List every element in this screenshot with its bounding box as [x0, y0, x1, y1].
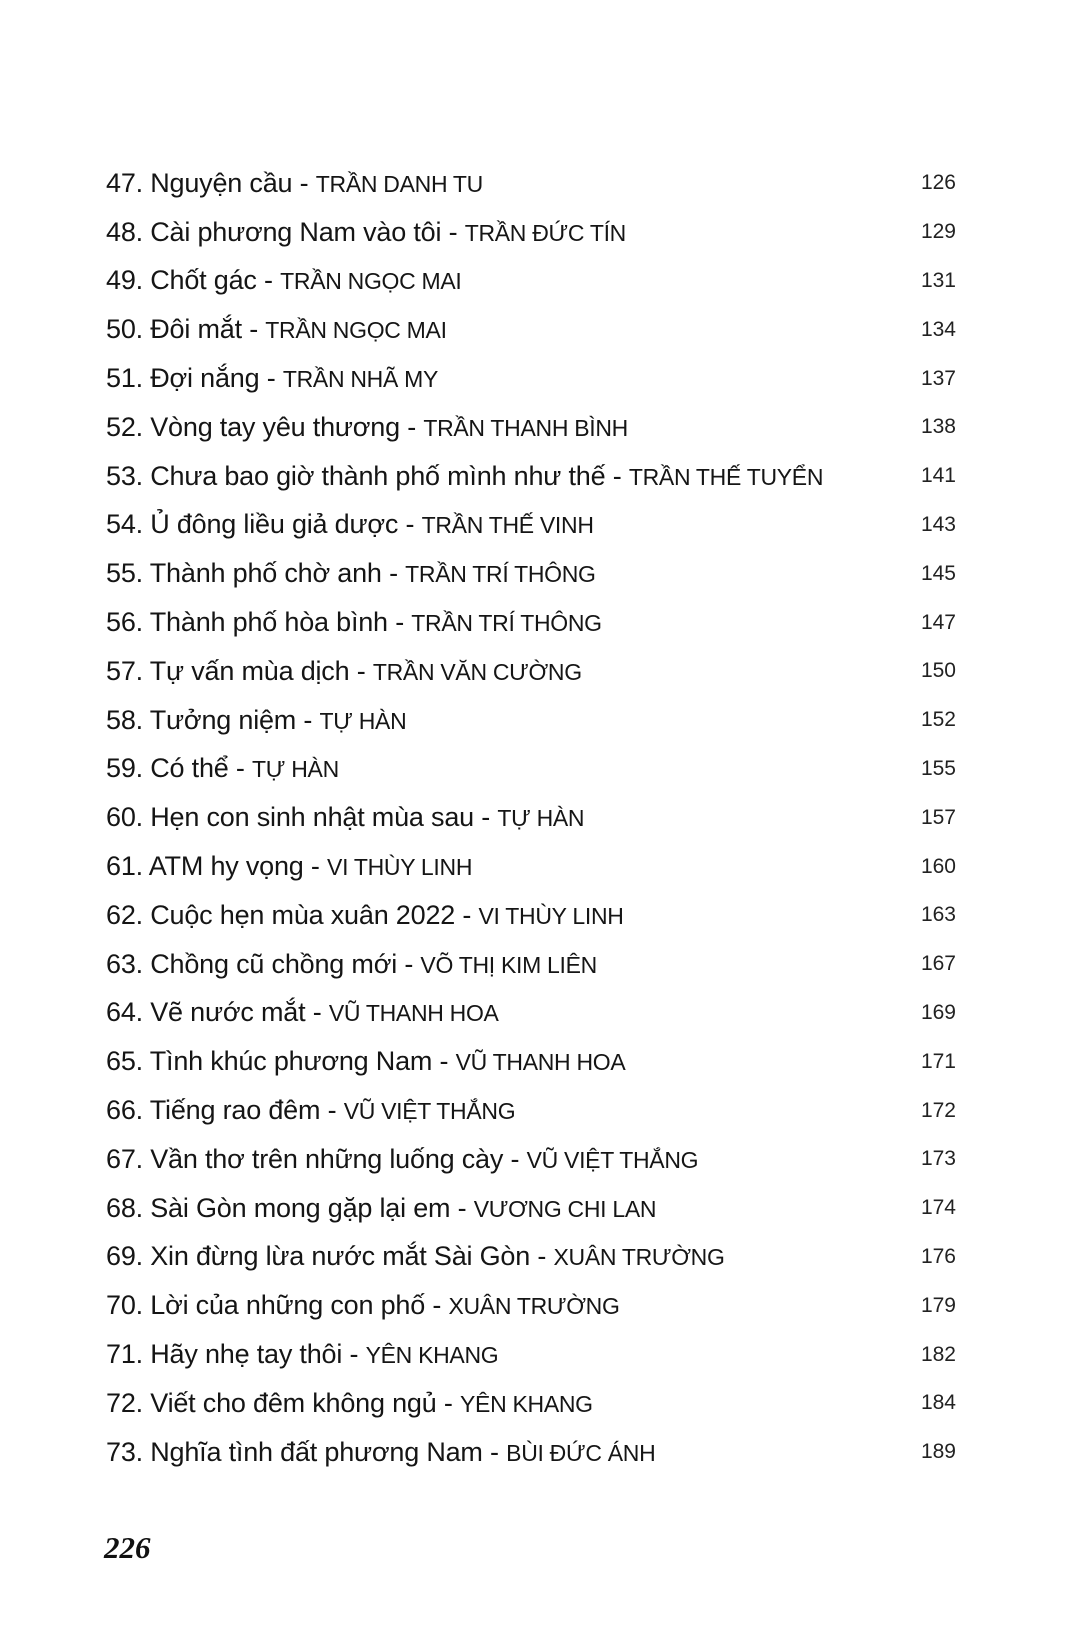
- toc-entry: [106, 891, 956, 940]
- toc-entry-title: Chồng cũ chồng mới: [150, 948, 397, 979]
- toc-entry-text: [106, 316, 447, 343]
- toc-entry-text: [106, 853, 472, 880]
- toc-entry-author: TRẦN DANH TU: [315, 170, 483, 197]
- toc-entry: [106, 1330, 956, 1379]
- toc-entry-author: BÙI ĐỨC ÁNH: [506, 1439, 656, 1466]
- toc-entry-author: TRẦN THANH BÌNH: [423, 414, 628, 441]
- toc-entry-text: [106, 1143, 699, 1174]
- toc-entry-author: VI THÙY LINH: [478, 902, 624, 929]
- toc-entry-author: XUÂN TRƯỜNG: [448, 1293, 620, 1320]
- toc-entry-text: [106, 460, 824, 491]
- toc-entry-text: [106, 899, 624, 930]
- toc-entry-page: 171: [920, 1049, 956, 1073]
- toc-entry-title: Cài phương Nam vào tôi: [150, 216, 442, 247]
- toc-entry-number: 73.: [106, 1436, 143, 1467]
- toc-entry-number: 52.: [106, 411, 143, 442]
- toc-entry-number: 55.: [106, 558, 143, 589]
- toc-entry-author: VƯƠNG CHI LAN: [473, 1195, 657, 1222]
- toc-entry-number: 56.: [106, 607, 143, 638]
- toc-entry: [106, 1037, 956, 1086]
- toc-entry-page: 179: [920, 1293, 956, 1317]
- toc-entry: [106, 549, 956, 598]
- toc-entry-separator: -: [462, 899, 472, 930]
- toc-entry-page: 129: [920, 220, 956, 244]
- toc-entry-text: [106, 411, 628, 442]
- toc-entry-text: [106, 511, 594, 538]
- toc-entry-title: Lời của những con phố: [150, 1290, 426, 1321]
- toc-entry-separator: -: [448, 216, 458, 247]
- toc-entry-text: [106, 948, 597, 979]
- toc-entry-text: [106, 216, 626, 247]
- toc-entry-page: 189: [920, 1440, 956, 1464]
- toc-entry-text: [106, 1048, 625, 1075]
- toc-entry-page: 174: [920, 1196, 956, 1220]
- toc-entry-separator: -: [537, 1241, 547, 1272]
- toc-entry-title: Tự vấn mùa dịch: [149, 655, 350, 686]
- toc-entry-number: 62.: [106, 899, 143, 930]
- toc-entry: [106, 647, 956, 696]
- toc-entry-separator: -: [432, 1290, 442, 1321]
- toc-entry-author: TỰ HÀN: [319, 707, 407, 734]
- toc-entry-text: [106, 609, 602, 636]
- toc-entry-number: 47.: [106, 167, 143, 198]
- toc-entry-author: TRẦN NGỌC MAI: [265, 317, 447, 344]
- toc-entry: [106, 1135, 956, 1184]
- toc-entry-author: VŨ VIỆT THẮNG: [343, 1098, 516, 1125]
- toc-entry-page: 147: [920, 610, 956, 634]
- toc-entry-text: [106, 1387, 593, 1418]
- toc-entry: [106, 501, 956, 550]
- toc-entry-title: Đợi nắng: [150, 363, 260, 394]
- toc-entry-page: 138: [920, 415, 956, 439]
- toc-entry-page: 163: [920, 903, 956, 927]
- toc-entry-number: 59.: [106, 753, 143, 784]
- toc-entry-title: Xin đừng lừa nước mắt Sài Gòn: [150, 1241, 531, 1272]
- toc-entry-author: TRẦN NGỌC MAI: [280, 268, 462, 295]
- toc-entry-page: 137: [920, 366, 956, 390]
- toc-entry-separator: -: [404, 948, 414, 979]
- toc-entry-title: Thành phố hòa bình: [149, 607, 388, 638]
- toc-entry-title: Vòng tay yêu thương: [150, 411, 400, 442]
- toc-entry-text: [106, 267, 462, 294]
- toc-entry-page: 141: [920, 464, 956, 488]
- toc-entry-author: TRẦN TRÍ THÔNG: [405, 561, 596, 588]
- toc-entry-page: 143: [920, 512, 956, 536]
- toc-entry-page: 126: [920, 171, 956, 195]
- toc-entry-number: 69.: [106, 1241, 143, 1272]
- toc-entry-text: [106, 804, 584, 831]
- toc-entry-number: 49.: [106, 265, 143, 296]
- toc-entry-separator: -: [457, 1192, 467, 1223]
- toc-entry-number: 60.: [106, 802, 143, 833]
- toc-entry-author: TRẦN NHÃ MY: [282, 366, 438, 393]
- toc-entry-separator: -: [327, 1095, 337, 1126]
- toc-entry-separator: -: [310, 851, 320, 882]
- toc-entry: [106, 159, 956, 208]
- toc-entry: [106, 598, 956, 647]
- toc-entry-title: Sài Gòn mong gặp lại em: [150, 1192, 451, 1223]
- toc-entry-author: VŨ VIỆT THẮNG: [526, 1146, 699, 1173]
- toc-entry-page: 172: [920, 1098, 956, 1122]
- toc-entry: [106, 1233, 956, 1282]
- toc-entry-author: VŨ THANH HOA: [328, 1000, 499, 1027]
- toc-entry-author: YÊN KHANG: [365, 1342, 499, 1369]
- toc-entry-title: Hãy nhẹ tay thôi: [150, 1339, 343, 1370]
- toc-entry-text: [106, 1097, 515, 1124]
- toc-entry-text: [106, 167, 483, 198]
- toc-entry-author: XUÂN TRƯỜNG: [553, 1244, 725, 1271]
- toc-entry-separator: -: [312, 997, 322, 1028]
- toc-entry-page: 150: [920, 659, 956, 683]
- toc-entry: [106, 257, 956, 306]
- toc-entry-text: [106, 704, 407, 735]
- toc-entry-title: ATM hy vọng: [148, 851, 304, 882]
- toc-entry-number: 53.: [106, 460, 143, 491]
- toc-entry-text: [106, 655, 582, 686]
- toc-entry-number: 58.: [106, 704, 143, 735]
- toc-entry-title: Vần thơ trên những luống cày: [150, 1143, 504, 1174]
- toc-entry-text: [106, 1192, 657, 1223]
- toc-entry-page: 176: [920, 1244, 956, 1268]
- toc-entry-title: Ủ đông liều giả dược: [150, 509, 399, 540]
- toc-entry-separator: -: [249, 314, 258, 345]
- toc-entry: [106, 208, 956, 257]
- toc-entry-title: Viết cho đêm không ngủ: [150, 1387, 437, 1418]
- toc-entry-text: [106, 999, 499, 1026]
- toc-entry: [106, 1281, 956, 1330]
- toc-entry-text: [106, 755, 339, 782]
- toc-entry: [106, 1086, 956, 1135]
- toc-entry-separator: -: [266, 363, 276, 394]
- toc-entry-number: 71.: [106, 1339, 143, 1370]
- toc-entry: [106, 793, 956, 842]
- toc-entry-title: Hẹn con sinh nhật mùa sau: [150, 802, 474, 833]
- toc-entry-number: 57.: [106, 655, 143, 686]
- toc-entry-title: Chốt gác: [150, 265, 257, 296]
- toc-entry-number: 70.: [106, 1290, 143, 1321]
- toc-entry-author: TRẦN THẾ TUYỂN: [628, 463, 824, 490]
- toc-entry: [106, 989, 956, 1038]
- toc-entry-text: [106, 1341, 498, 1368]
- toc-entry-number: 51.: [106, 363, 143, 394]
- toc-entry-separator: -: [490, 1436, 499, 1467]
- toc-entry-title: Có thể: [150, 753, 229, 784]
- toc-entry-number: 72.: [106, 1387, 143, 1418]
- toc-entry-title: Nguyện cầu: [150, 167, 293, 198]
- toc-entry: [106, 1379, 956, 1428]
- toc-entry-separator: -: [356, 655, 366, 686]
- toc-entry-separator: -: [389, 558, 398, 589]
- toc-entry: [106, 842, 956, 891]
- toc-entry-title: Tưởng niệm: [149, 704, 297, 735]
- toc-entry-author: TRẦN ĐỨC TÍN: [464, 219, 626, 246]
- toc-entry-page: 155: [920, 756, 956, 780]
- toc-entry: [106, 403, 956, 452]
- toc-entry-text: [106, 560, 596, 587]
- toc-entry-author: TỰ HÀN: [497, 805, 585, 832]
- toc-entry-number: 65.: [106, 1046, 143, 1077]
- toc-entry-page: 152: [920, 708, 956, 732]
- toc-entry-page: 160: [920, 854, 956, 878]
- toc-entry-number: 61.: [106, 851, 143, 882]
- toc-entry-separator: -: [439, 1046, 449, 1077]
- toc-entry-author: VÕ THỊ KIM LIÊN: [420, 951, 597, 978]
- toc-entry-separator: -: [303, 704, 313, 735]
- toc-entry: [106, 452, 956, 501]
- toc-entry-separator: -: [612, 460, 622, 491]
- toc-entry-title: Chưa bao giờ thành phố mình như thế: [150, 460, 606, 491]
- toc-entry-separator: -: [349, 1339, 359, 1370]
- toc-entry-page: 167: [920, 952, 956, 976]
- toc-entry-page: 182: [920, 1342, 956, 1366]
- toc-entry-title: Thành phố chờ anh: [149, 558, 382, 589]
- toc-entry-separator: -: [407, 411, 417, 442]
- toc-entry-page: 173: [920, 1147, 956, 1171]
- toc-entry-author: VŨ THANH HOA: [455, 1049, 626, 1076]
- toc-entry-text: [106, 1436, 656, 1467]
- toc-entry-text: [106, 365, 438, 392]
- toc-entry: [106, 1184, 956, 1233]
- toc-entry-author: TRẦN TRÍ THÔNG: [411, 610, 602, 637]
- toc-entry-text: [106, 1292, 620, 1319]
- toc-entry-number: 68.: [106, 1192, 143, 1223]
- toc-entry-author: VI THÙY LINH: [327, 854, 473, 881]
- toc-entry-author: TRẦN THẾ VINH: [421, 512, 594, 539]
- toc-entry-title: Cuộc hẹn mùa xuân 2022: [150, 899, 456, 930]
- page-number: 226: [104, 1530, 151, 1565]
- toc-entry-separator: -: [395, 607, 404, 638]
- toc-entry-separator: -: [443, 1387, 453, 1418]
- toc-entry-number: 63.: [106, 948, 143, 979]
- toc-entry-title: Nghĩa tình đất phương Nam: [150, 1436, 483, 1467]
- toc-entry-separator: -: [510, 1143, 520, 1174]
- toc-entry-page: 169: [920, 1000, 956, 1024]
- toc-entry: [106, 940, 956, 989]
- toc-entry-separator: -: [264, 265, 273, 296]
- toc-entry: [106, 1428, 956, 1477]
- toc-entry-title: Vẽ nước mắt: [150, 997, 306, 1028]
- toc-entry-title: Tiếng rao đêm: [149, 1095, 321, 1126]
- toc-entry-title: Tình khúc phương Nam: [149, 1046, 433, 1077]
- table-of-contents: [106, 159, 956, 1477]
- toc-entry-page: 145: [920, 561, 956, 585]
- toc-entry-author: TỰ HÀN: [252, 756, 339, 783]
- toc-entry-author: TRẦN VĂN CƯỜNG: [372, 658, 582, 685]
- toc-entry: [106, 305, 956, 354]
- toc-entry-number: 66.: [106, 1095, 143, 1126]
- toc-entry: [106, 745, 956, 794]
- toc-entry-page: 134: [920, 317, 956, 341]
- toc-entry-page: 131: [920, 268, 956, 292]
- toc-entry-page: 157: [920, 805, 956, 829]
- toc-entry-number: 67.: [106, 1143, 143, 1174]
- toc-entry-separator: -: [405, 509, 415, 540]
- toc-entry-number: 48.: [106, 216, 143, 247]
- toc-entry-number: 64.: [106, 997, 143, 1028]
- toc-entry: [106, 354, 956, 403]
- toc-entry-number: 50.: [106, 314, 143, 345]
- toc-entry-separator: -: [481, 802, 491, 833]
- toc-entry: [106, 696, 956, 745]
- toc-entry-title: Đôi mắt: [150, 314, 242, 345]
- toc-entry-page: 184: [920, 1391, 956, 1415]
- toc-entry-text: [106, 1243, 725, 1270]
- toc-entry-author: YÊN KHANG: [459, 1390, 593, 1417]
- toc-entry-number: 54.: [106, 509, 143, 540]
- toc-entry-separator: -: [299, 167, 309, 198]
- toc-entry-separator: -: [235, 753, 245, 784]
